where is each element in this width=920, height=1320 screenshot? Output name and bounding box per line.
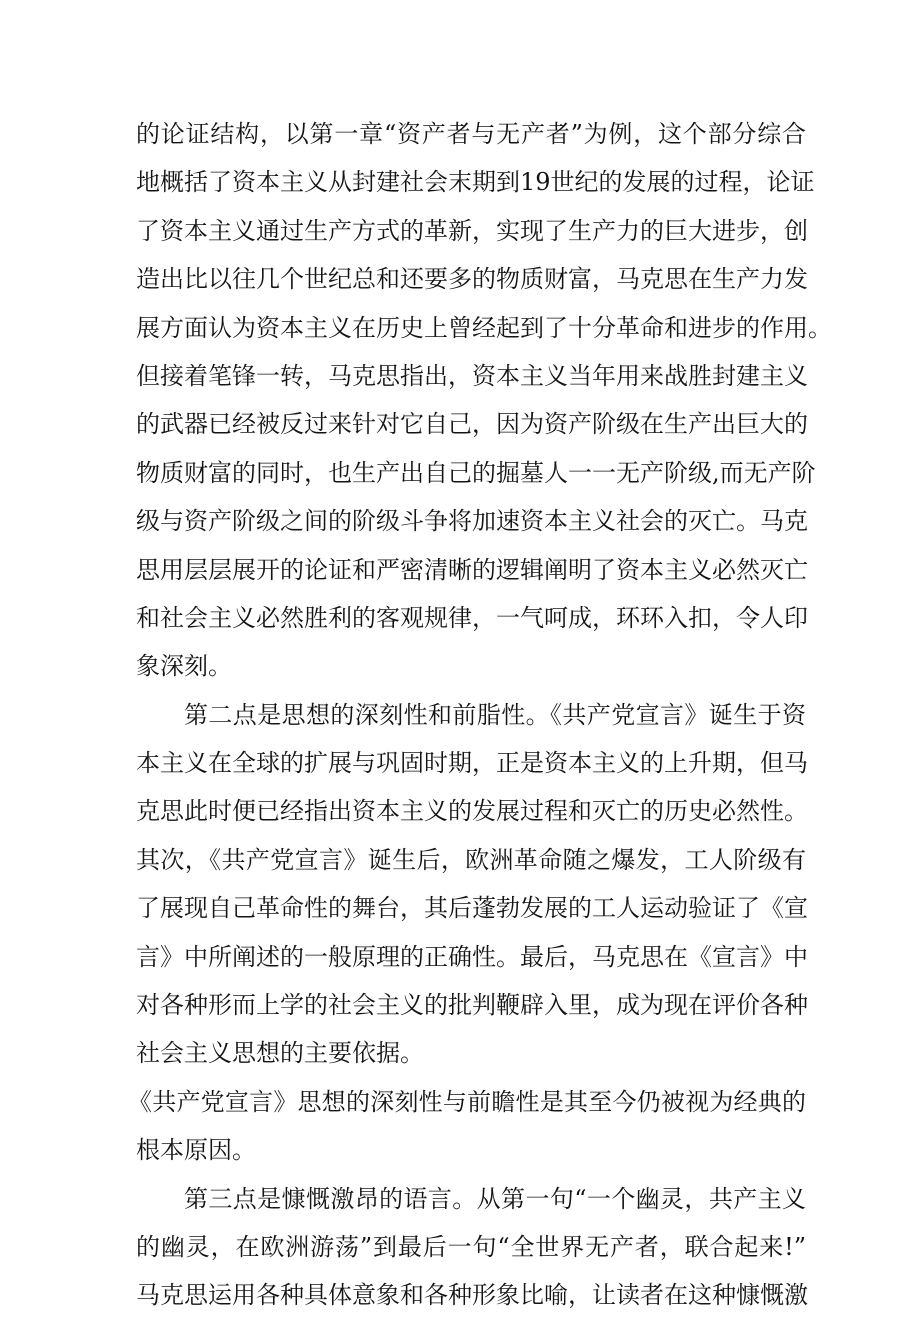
text-line: 的论证结构，以第一章“资产者与无产者”为例，这个部分综合: [136, 120, 806, 148]
text-line: 展方面认为资本主义在历史上曾经起到了十分革命和进步的作用。: [136, 313, 832, 342]
text-line: 思用层层展开的论证和严密清晰的逻辑阐明了资本主义必然灭亡: [136, 555, 808, 584]
text-line: 级与资产阶级之间的阶级斗争将加速资本主义社会的灭亡。马克: [136, 507, 808, 536]
text-line: 根本原因。: [136, 1136, 256, 1165]
text-line: 本主义在全球的扩展与巩固时期，正是资本主义的上升期，但马: [136, 749, 808, 778]
text-line: 马克思运用各种具体意象和各种形象比喻，让读者在这种慷慨激: [136, 1281, 808, 1310]
body-text: [128, 110, 832, 1320]
text-line: 了资本主义通过生产方式的革新，实现了生产力的巨大进步，创: [136, 216, 808, 245]
text-line: 的幽灵，在欧洲游荡”到最后一句“全世界无产者，联合起来!”: [136, 1232, 806, 1261]
text-line: 的武器已经被反过来针对它自己，因为资产阶级在生产出巨大的: [136, 410, 808, 439]
paragraph-start-line: 《共产党宣言》思想的深刻性与前瞻性是其至今仍被视为经典的: [128, 1087, 806, 1116]
text-line: 了展现自己革命性的舞台，其后蓬勃发展的工人运动验证了《宣: [136, 894, 808, 923]
text-line: 和社会主义必然胜利的客观规律，一气呵成，环环入扣，令人印: [136, 603, 808, 632]
paragraph-start-line: 第三点是慷慨激昂的语言。从第一句“一个幽灵，共产主义: [184, 1184, 806, 1213]
text-line: 其次，《共产党宣言》诞生后，欧洲革命随之爆发，工人阶级有: [136, 845, 806, 874]
text-line: 对各种形而上学的社会主义的批判鞭辟入里，成为现在评价各种: [136, 991, 808, 1020]
text-line: 象深刻。: [136, 652, 232, 681]
paragraph-start-line: 第二点是思想的深刻性和前脂性。《共产党宣言》诞生于资: [184, 700, 806, 729]
text-line: 地概括了资本主义从封建社会末期到19世纪的发展的过程，论证: [136, 168, 815, 197]
text-line: 克思此时便已经指出资本主义的发展过程和灭亡的历史必然性。: [136, 797, 808, 826]
text-line: 造出比以往几个世纪总和还要多的物质财富，马克思在生产力发: [136, 265, 808, 294]
text-line: 但接着笔锋一转，马克思指出，资本主义当年用来战胜封建主义: [136, 361, 808, 390]
text-line: 社会主义思想的主要依据。: [136, 1039, 424, 1068]
text-line: 言》中所阐述的一般原理的正确性。最后，马克思在《宣言》中: [136, 942, 808, 971]
text-line: 物质财富的同时，也生产出自己的掘墓人一一无产阶级,而无产阶: [136, 458, 816, 487]
